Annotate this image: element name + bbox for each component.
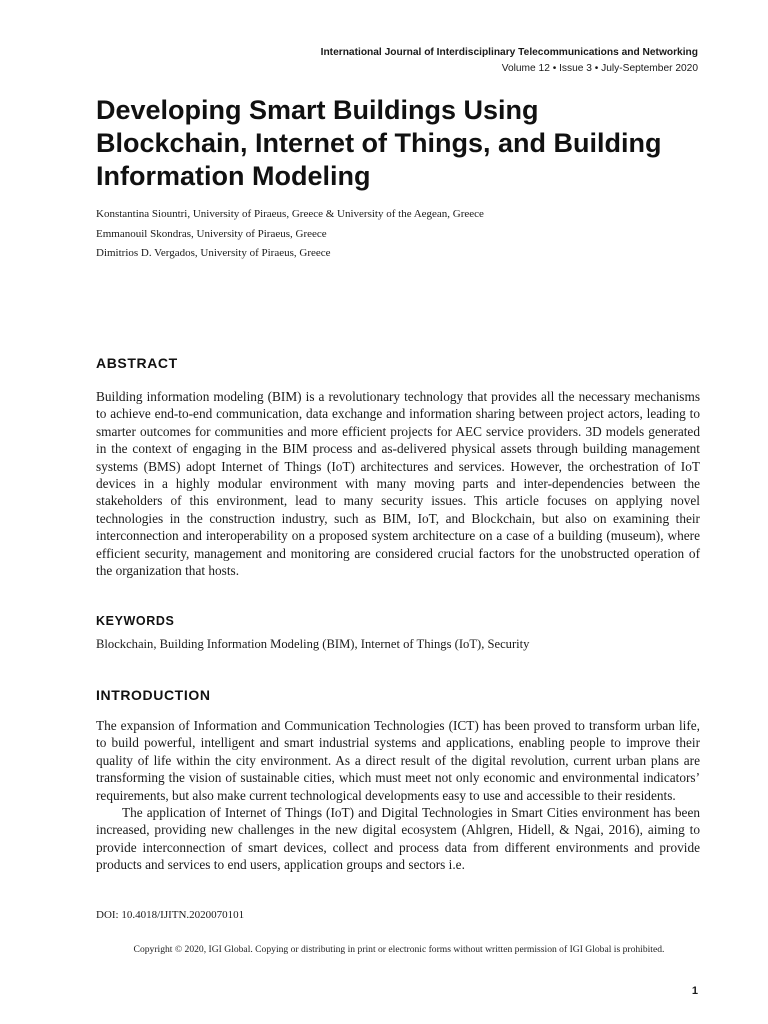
journal-header <box>321 45 698 77</box>
abstract-heading: ABSTRACT <box>96 355 178 371</box>
author-list <box>96 205 696 264</box>
author-line: Dimitrios D. Vergados, University of Piraeus, Greece <box>96 247 331 259</box>
copyright-notice: Copyright © 2020, IGI Global. Copying or distributing in print or electronic forms without written permission of IGI Global is prohibited. <box>133 944 665 955</box>
page-number: 1 <box>691 985 698 997</box>
introduction-heading: INTRODUCTION <box>96 687 211 703</box>
introduction-paragraph: The application of Internet of Things (IoT) and Digital Technologies in Smart Cities environment has been increased, providing new challenges in the new digital ecosystem (Ahlgren, Hidell, & Ngai, 2016), aiming to provide interconnection of smart devices, collect and process data from different environments and provide products and services to end users, application groups and sectors i.e. <box>96 805 700 873</box>
journal-name: International Journal of Interdisciplinary Telecommunications and Networking <box>320 47 698 58</box>
journal-volume-issue: Volume 12 • Issue 3 • July-September 2020 <box>501 63 698 74</box>
author-line: Emmanouil Skondras, University of Piraeus, Greece <box>96 227 327 240</box>
keywords-text: Blockchain, Building Information Modeling (BIM), Internet of Things (IoT), Security <box>96 637 530 651</box>
introduction-body <box>96 717 700 874</box>
doi-label: DOI: 10.4018/IJITN.2020070101 <box>96 909 245 921</box>
introduction-paragraph: The expansion of Information and Communication Technologies (ICT) has been proved to transform urban life, to build powerful, intelligent and smart industrial systems and applications, enabling people to improve their quality of life within the city environment. As a direct result of the digital revolution, current urban plans are transforming the vision of sustainable cities, which must meet not only economic and environmental indicators’ requirements, but also make current technological developments easy to use and accessible to their residents. <box>96 718 700 803</box>
keywords-heading: KEYWORDS <box>96 614 175 628</box>
article-title: Developing Smart Buildings Using Blockchain, Internet of Things, and Building Information Modeling <box>96 95 662 191</box>
abstract-text: Building information modeling (BIM) is a revolutionary technology that provides all the necessary mechanisms to achieve end-to-end communication, data exchange and information sharing between project actors, leading to smarter outcomes for communities and more efficient projects for AEC service providers. 3D models generated in the context of engaging in the BIM process and as-delivered physical assets through building management systems (BMS) adopt Internet of Things (IoT) architectures and services. However, the orchestration of IoT devices in a highly modular environment with many moving parts and inter-dependencies between the stakeholders of this environment, lead to many security issues. This article focuses on applying novel technologies in the construction industry, such as BIM, IoT, and Blockchain, but also on examining their interconnection and interoperability on a proposed system architecture on a case of a building (museum), where efficient security, management and monitoring are considered crucial factors for the unobstructed operation of the organization that hosts. <box>96 389 700 579</box>
author-line: Konstantina Siountri, University of Piraeus, Greece & University of the Aegean, Greece <box>96 208 484 220</box>
